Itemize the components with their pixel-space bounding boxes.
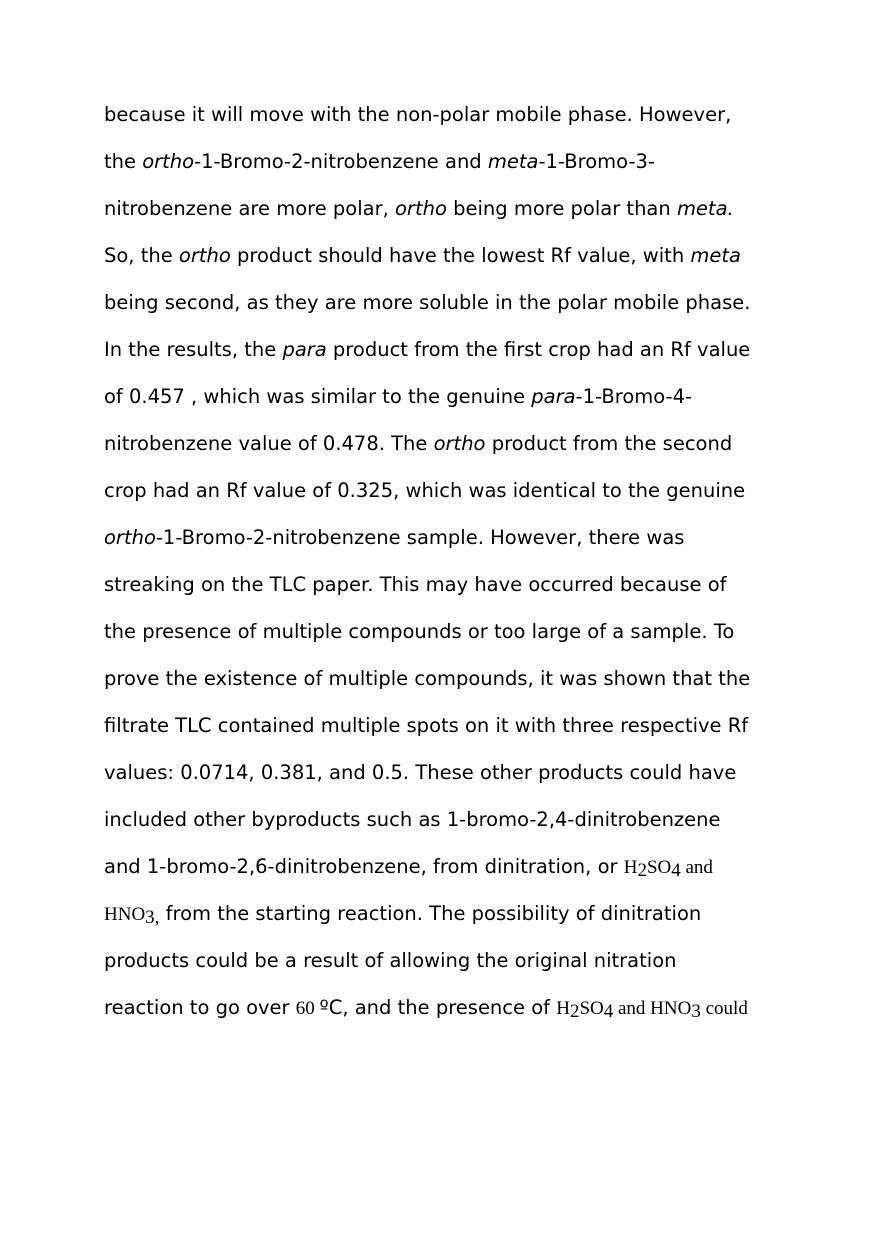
text-run: product should have the lowest Rf value, with — [230, 244, 691, 267]
italic-text: meta. — [676, 197, 734, 220]
formula-text: HNO — [104, 904, 146, 925]
text-line — [104, 892, 804, 939]
text-run: and 1-bromo-2,6-dinitrobenzene, from dinitration, or — [104, 855, 624, 878]
subscript: 2 — [569, 1001, 580, 1022]
text-run: -1-Bromo-4- — [575, 385, 693, 408]
text-line — [104, 422, 804, 469]
text-line — [104, 140, 804, 187]
text-run: values: 0.0714, 0.381, and 0.5. These other products could have — [104, 761, 737, 784]
text-run: So, the — [104, 244, 179, 267]
text-run: product from the first crop had an Rf value — [326, 338, 751, 361]
text-line — [104, 234, 804, 281]
text-run: product from the second — [485, 432, 733, 455]
text-run: reaction to go over — [104, 996, 296, 1019]
text-run: the presence of multiple compounds or too large of a sample. To — [104, 620, 735, 643]
text-run: because it will move with the non-polar mobile phase. However, — [104, 103, 732, 126]
text-line — [104, 798, 804, 845]
text-run: In the results, the — [104, 338, 283, 361]
text-line — [104, 93, 804, 140]
italic-text: ortho — [104, 526, 156, 549]
subscript: 3 — [691, 1001, 701, 1022]
subscript: 4 — [671, 860, 681, 881]
text-line — [104, 939, 804, 986]
italic-text: meta — [690, 244, 741, 267]
subscript: 2 — [637, 860, 647, 881]
text-line — [104, 657, 804, 704]
text-run: -1-Bromo-2-nitrobenzene and — [194, 150, 488, 173]
text-run: ºC, and the presence of — [319, 996, 557, 1019]
text-line — [104, 375, 804, 422]
italic-text: ortho — [142, 150, 195, 173]
subscript: 3, — [145, 907, 160, 928]
text-line — [104, 704, 804, 751]
text-run: filtrate TLC contained multiple spots on it with three respective Rf — [104, 714, 749, 737]
text-run: prove the existence of multiple compounds, it was shown that the — [104, 667, 751, 690]
text-line — [104, 516, 804, 563]
text-line — [104, 187, 804, 234]
text-run: being second, as they are more soluble in the polar mobile phase. — [104, 291, 751, 314]
italic-text: para — [282, 338, 327, 361]
text-run: included other byproducts such as 1-bromo-2,4-dinitrobenzene — [104, 808, 721, 831]
text-run: -1-Bromo-2-nitrobenzene sample. However, there was — [155, 526, 685, 549]
text-run: the — [104, 150, 143, 173]
formula-text: and — [680, 857, 713, 878]
italic-text: ortho — [395, 197, 447, 220]
text-line — [104, 281, 804, 328]
body-text — [104, 93, 804, 1033]
text-run: from the starting reaction. The possibility of dinitration — [159, 902, 702, 925]
text-run: nitrobenzene are more polar, — [104, 197, 395, 220]
italic-text: meta — [487, 150, 539, 173]
formula-text: SO — [646, 857, 672, 878]
text-line — [104, 845, 804, 892]
text-line — [104, 986, 804, 1033]
text-run: crop had an Rf value of 0.325, which was identical to the genuine — [104, 479, 746, 502]
text-run: of 0.457 , which was similar to the genuine — [104, 385, 532, 408]
formula-text: SO — [579, 998, 604, 1019]
formula-text: H — [556, 998, 570, 1019]
text-line — [104, 328, 804, 375]
italic-text: para — [531, 385, 576, 408]
formula-text: 60 — [295, 998, 320, 1019]
formula-text: could — [700, 998, 748, 1019]
text-run: streaking on the TLC paper. This may have occurred because of — [104, 573, 727, 596]
text-line — [104, 610, 804, 657]
subscript: 4 — [603, 1001, 614, 1022]
text-line — [104, 751, 804, 798]
italic-text: ortho — [433, 432, 486, 455]
text-run: being more polar than — [446, 197, 677, 220]
formula-text: H — [623, 857, 638, 878]
text-line — [104, 563, 804, 610]
text-run: nitrobenzene value of 0.478. The — [104, 432, 434, 455]
italic-text: ortho — [178, 244, 231, 267]
text-line — [104, 469, 804, 516]
text-run: -1-Bromo-3- — [538, 150, 655, 173]
text-run: products could be a result of allowing the original nitration — [104, 949, 677, 972]
formula-text: and HNO — [613, 998, 692, 1019]
